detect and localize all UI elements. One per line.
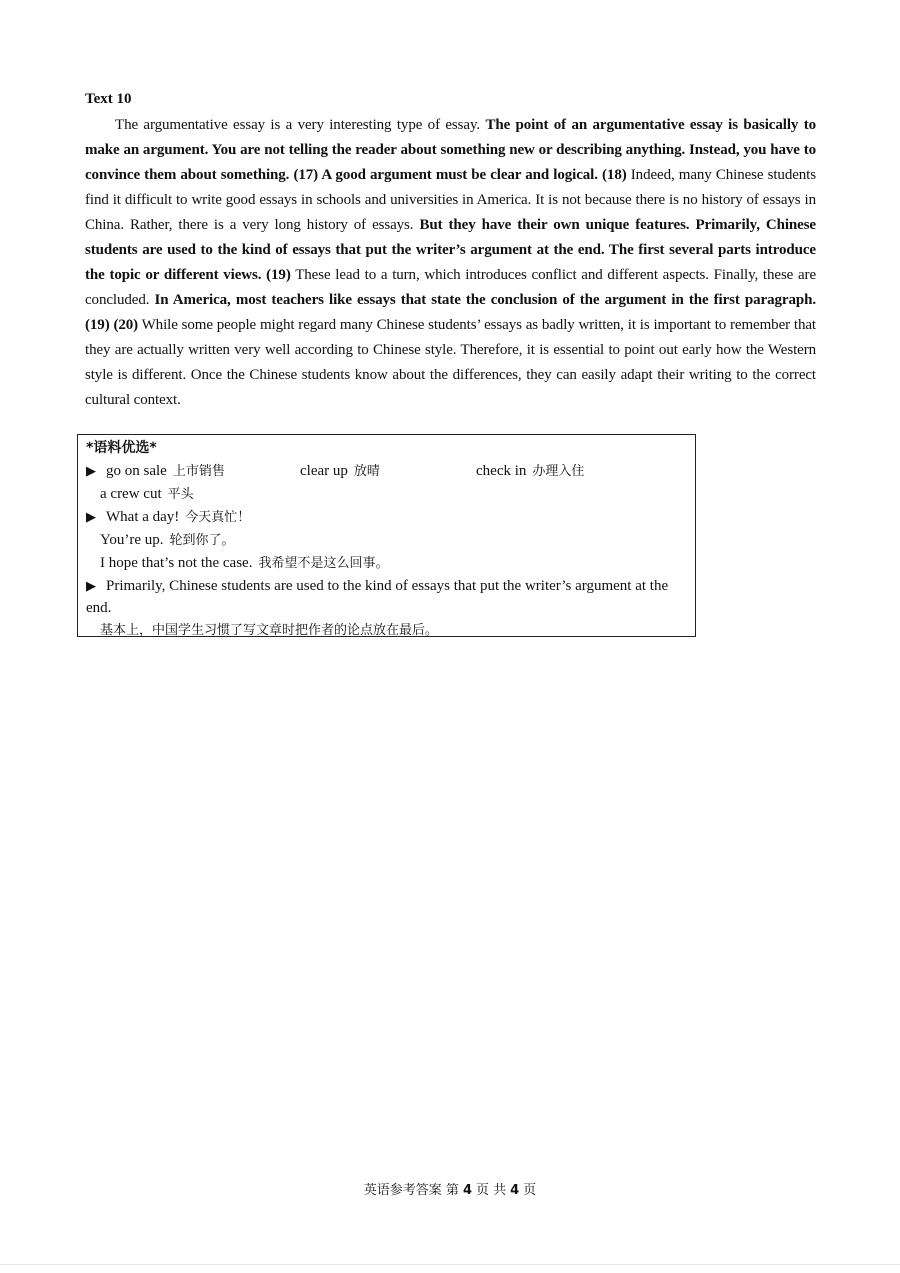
footer-total-pages: 4 — [510, 1183, 520, 1198]
vocabulary-title: *语料优选* — [86, 440, 157, 456]
sentence-en: Primarily, Chinese students are used to the kind of essays that put the writer’s argument at the end. — [86, 578, 669, 616]
essay-text-3: These lead to a turn, which introduces conflict and different aspects. Finally, these are concluded. — [85, 267, 817, 308]
vocab-row-what-a-day — [86, 506, 250, 529]
phrase-en: go on sale — [106, 463, 167, 479]
vocab-row-translation — [86, 619, 438, 642]
essay-text-1: The argumentative essay is a very interesting type of essay. — [115, 117, 486, 133]
arrow-bullet-icon: ▶ — [86, 509, 96, 524]
vocab-row-crew-cut — [86, 483, 194, 506]
essay-paragraph — [85, 113, 816, 413]
page-footer — [0, 1182, 900, 1200]
phrase-zh: 平头 — [167, 487, 194, 502]
footer-page-number: 4 — [462, 1183, 472, 1198]
sentence-zh: 今天真忙！ — [185, 510, 251, 525]
footer-prefix: 英语参考答案 第 — [363, 1183, 459, 1198]
vocab-row-youre-up — [86, 529, 235, 552]
sentence-zh: 我希望不是这么回事。 — [258, 556, 389, 571]
sentence-zh: 基本上，中国学生习惯了写文章时把作者的论点放在最后。 — [100, 623, 439, 638]
sentence-en: I hope that’s not the case. — [100, 555, 253, 571]
footer-suffix: 页 — [523, 1183, 537, 1198]
vocab-row-primarily — [86, 575, 686, 619]
phrase-en: a crew cut — [100, 486, 162, 502]
essay-text-4: While some people might regard many Chinese students’ essays as badly written, it is important to remember that they are actually written very well according to Chinese style. Therefore, it is essential to point out early how the Western style is different. Once the Chinese students know about the differences, they can easily adapt their writing to the correct cultural context. — [85, 317, 816, 408]
essay-bold-2: But they have their own unique features. Primarily, Chinese students are used to the kind of essays that put the writer’s argument at the end. The first several parts introduce the topic or different views. (19) — [85, 217, 816, 283]
arrow-bullet-icon: ▶ — [86, 578, 96, 593]
section-title: Text 10 — [85, 91, 132, 107]
essay-bold-3: In America, most teachers like essays that state the conclusion of the argument in the first paragraph. (19) (20) — [85, 292, 816, 333]
sentence-zh: 轮到你了。 — [169, 533, 235, 548]
footer-middle: 页 共 — [475, 1183, 507, 1198]
phrase-en: check in — [476, 463, 527, 479]
sentence-en: What a day! — [106, 509, 180, 525]
page-bottom-edge — [0, 1264, 900, 1265]
sentence-en: You’re up. — [100, 532, 164, 548]
phrase-en: clear up — [300, 463, 348, 479]
vocab-row-hope — [86, 552, 388, 575]
phrase-zh: 上市销售 — [172, 464, 225, 479]
vocab-row-phrases — [86, 460, 686, 483]
phrase-zh: 放晴 — [353, 464, 380, 479]
phrase-zh: 办理入住 — [532, 464, 585, 479]
arrow-bullet-icon: ▶ — [86, 463, 96, 478]
vocabulary-box — [77, 434, 696, 637]
essay-text-2: Indeed, many Chinese students find it difficult to write good essays in schools and universities in America. It is not because there is no history of essays in China. Rather, there is a very long history of essays. — [85, 167, 816, 233]
essay-bold-1: The point of an argumentative essay is basically to make an argument. You are not telling the reader about something new or describing anything. Instead, you have to convince them about something. (17) A good argument must be clear and logical. (18) — [85, 117, 816, 183]
